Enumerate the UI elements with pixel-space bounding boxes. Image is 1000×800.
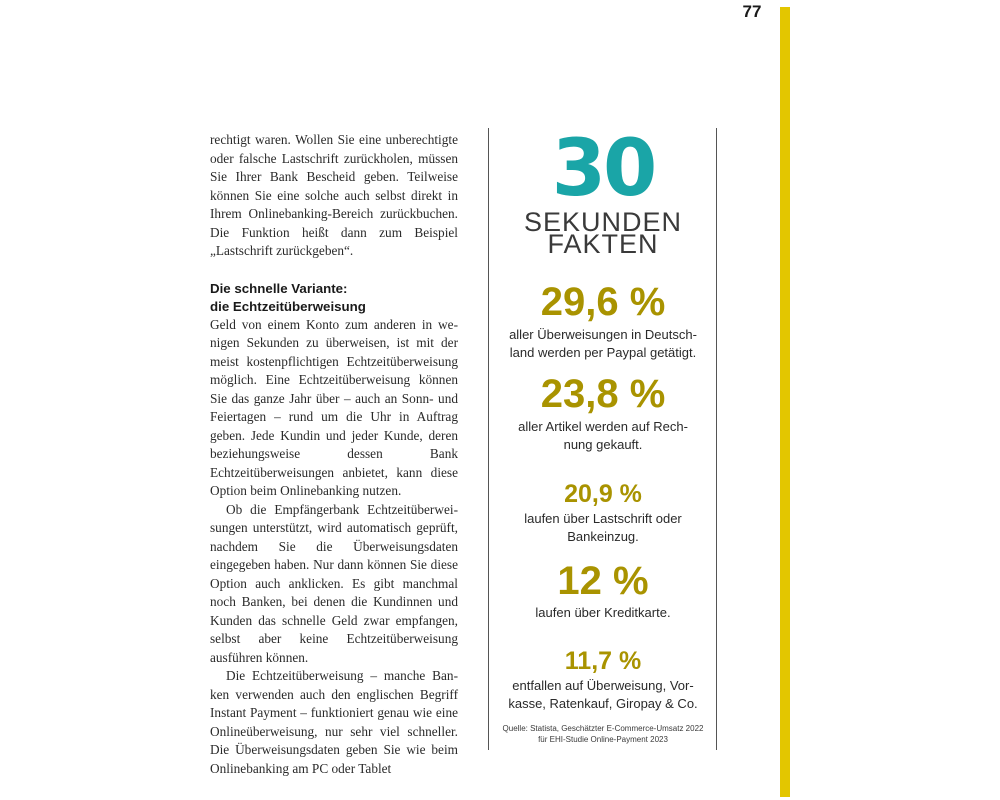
fact-item	[490, 278, 716, 362]
page-number: 77	[742, 2, 762, 21]
fact-item	[490, 478, 716, 546]
fact-description-line-1: entfallen auf Überweisung, Vor-	[512, 678, 694, 693]
source-line-2: für EHI-Studie Online-Payment 2023	[538, 735, 668, 744]
fact-value: 11,7 %	[564, 647, 642, 675]
fact-description-line-2: nung gekauft.	[563, 437, 643, 452]
fact-value: 12 %	[557, 559, 649, 603]
fact-value: 23,8 %	[540, 372, 666, 416]
fact-item	[490, 558, 716, 622]
side-color-bar	[780, 7, 790, 797]
heading-line-2: die Echtzeitüberweisung	[210, 298, 366, 314]
fact-description-line-1: laufen über Kreditkarte.	[535, 605, 671, 620]
body-text-column	[210, 131, 458, 778]
source-note	[490, 723, 716, 745]
facts-box-left-rule	[488, 128, 489, 750]
facts-title-number: 30	[551, 124, 655, 214]
fact-value: 20,9 %	[564, 480, 642, 508]
fact-value: 29,6 %	[540, 280, 666, 324]
paragraph-1: rechtigt waren. Wollen Sie eine unberechtigte oder falsche Lastschrift zurückholen, müssen Sie Ihrer Bank Bescheid geben. Teilweise können Sie eine solche auch selbst direkt in Ihrem Onlinebanking-Bereich zurückbuchen. Die Funktion heißt dann zum Beispiel „Lastschrift zurückgeben“.	[210, 132, 458, 258]
heading-line-1: Die schnelle Variante:	[210, 280, 348, 296]
facts-title-line-1: SEKUNDEN	[523, 207, 683, 237]
fact-description-line-2: kasse, Ratenkauf, Giropay & Co.	[508, 696, 698, 711]
fact-description-line-1: aller Überweisungen in Deutsch-	[509, 327, 697, 342]
fact-description-line-2: land werden per Paypal getätigt.	[509, 345, 697, 360]
fact-item	[490, 645, 716, 713]
fact-description-line-1: laufen über Lastschrift oder	[524, 511, 682, 526]
fact-item	[490, 370, 716, 454]
paragraph-2: Geld von einem Konto zum anderen in wenigen Sekunden zu überweisen, ist mit der meist kostenpflichtigen Echtzeitüberweisung möglich. Eine Echtzeitüberweisung können Sie das ganze Jahr über – auch an Sonn- und Feiertagen – rund um die Uhr in Auftrag geben. Jede Kundin und jeder Kunde, deren beziehungsweise dessen Bank Echtzeitüberweisungen anbietet, kann diese Option beim Onlinebanking nutzen.	[210, 316, 458, 498]
fact-description-line-1: aller Artikel werden auf Rech-	[518, 419, 688, 434]
paragraph-4: Die Echtzeitüberweisung – manche Banken verwenden auch den englischen Begriff Instant Payment – funktioniert genau wie eine Onlineüberweisung, nur sehr viel schneller. Die Überweisungsdaten geben Sie wie beim Onlinebanking am PC oder Tablet	[210, 668, 458, 776]
facts-title-line-2: FAKTEN	[547, 229, 659, 259]
paragraph-3: Ob die Empfängerbank Echtzeitüberweisungen unterstützt, wird automatisch geprüft, nachdem Sie die Überweisungsdaten eingegeben haben. Nur dann können Sie diese Option auch anklicken. Es gibt manchmal noch Banken, bei denen die Kundinnen und Kunden das schnelle Geld zwar empfangen, selbst aber keine Echtzeitüberweisung ausführen können.	[210, 501, 458, 665]
facts-box	[490, 124, 716, 744]
facts-box-right-rule	[716, 128, 717, 750]
source-line-1: Quelle: Statista, Geschätzter E-Commerce-Umsatz 2022	[502, 724, 704, 733]
section-heading	[210, 280, 458, 316]
fact-description-line-2: Bankeinzug.	[567, 529, 639, 544]
